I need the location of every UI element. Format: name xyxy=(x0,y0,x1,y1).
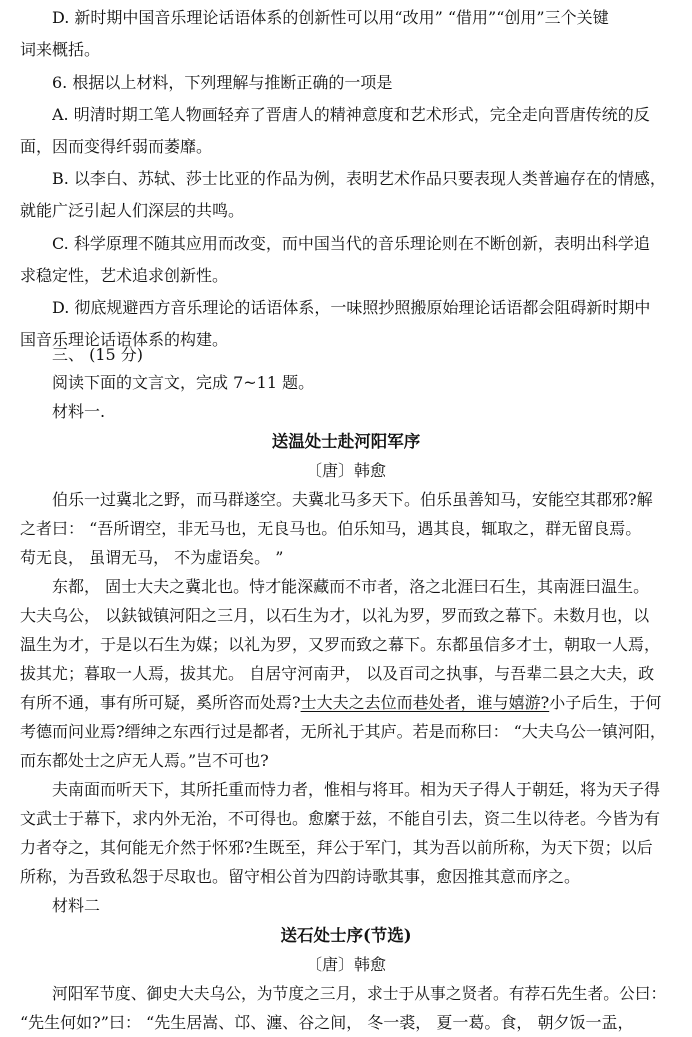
q5-option-d-line1: D. 新时期中国音乐理论话语体系的创新性可以用“改用” “借用”“创用”三个关键 xyxy=(52,8,609,27)
q6-option-d-line2: 国音乐理论话语体系的构建。 xyxy=(20,330,229,349)
text2-line1: 河阳军节度、御史大夫乌公，为节度之三月，求士于从事之贤者。有荐石先生者。公曰： xyxy=(52,984,667,1003)
text1-p2-line2: 大夫乌公， 以鈇钺镇河阳之三月，以石生为才，以礼为罗，罗而致之幕下。未数月也，以 xyxy=(20,606,650,625)
text1-p2-line5 xyxy=(20,693,672,713)
text2-title: 送石处士序(节选) xyxy=(280,926,412,945)
q5-option-d-line2: 词来概括。 xyxy=(20,40,101,59)
text1-p3-line1: 夫南面而听天下，其所托重而恃力者，惟相与将耳。相为天子得人于朝廷，将为天子得 xyxy=(52,780,661,799)
text1-p1-line3: 苟无良， 虽谓无马， 不为虚语矣。 ” xyxy=(20,548,284,567)
q6-option-c-line1: C. 科学原理不随其应用而改变，而中国当代的音乐理论则在不断创新，表明出科学追 xyxy=(52,234,650,253)
text1-p1-line1: 伯乐一过冀北之野，而马群遂空。夫冀北马多天下。伯乐虽善知马，安能空其郡邪?解 xyxy=(52,490,653,509)
material-two-label: 材料二 xyxy=(52,896,101,915)
section-heading: 三、 (15 分) xyxy=(52,345,144,364)
text1-p3-line4: 所称，为吾致私怨于尽取也。留守相公首为四韵诗歌其事，愈因推其意而序之。 xyxy=(20,867,581,886)
q6-option-b-line2: 就能广泛引起人们深层的共鸣。 xyxy=(20,201,245,220)
underlined-sentence: 士大夫之去位而巷处者，谁与嬉游? xyxy=(300,693,550,712)
q6-stem: 6. 根据以上材料，下列理解与推断正确的一项是 xyxy=(52,73,393,92)
q6-option-a-line1: A. 明清时期工笔人物画轻弃了晋唐人的精神意度和艺术形式，完全走向晋唐传统的反 xyxy=(52,105,650,124)
text1-p2-line6: 考德而问业焉?缙绅之东西行过是都者，无所礼于其庐。若是而称曰： “大夫乌公一镇河阳， xyxy=(20,722,666,741)
q6-option-b-line1: B. 以李白、苏轼、莎士比亚的作品为例，表明艺术作品只要表现人类普遍存在的情感， xyxy=(52,169,666,188)
text1-p2-line1: 东都， 固士大夫之冀北也。恃才能深藏而不市者，洛之北涯曰石生，其南涯曰温生。 xyxy=(52,577,650,596)
q6-option-a-line2: 面，因而变得纤弱而萎靡。 xyxy=(20,137,213,156)
text1-p2-line5-start: 有所不通，事有所可疑，奚所咨而处焉? xyxy=(20,693,301,712)
q6-option-d-line1: D. 彻底规避西方音乐理论的话语体系，一味照抄照搬原始理论话语都会阻碍新时期中 xyxy=(52,298,651,317)
text1-p2-line7: 而东都处士之庐无人焉。”岂不可也? xyxy=(20,751,269,770)
text1-p2-line3: 温生为才，于是以石生为媒；以礼为罗，又罗而致之幕下。东都虽信多才士，朝取一人焉， xyxy=(20,635,661,654)
section-instruction: 阅读下面的文言文，完成 7~11 题。 xyxy=(52,373,315,392)
material-one-label: 材料一. xyxy=(52,402,106,421)
text1-p3-line3: 力者夺之，其何能无介然于怀邪?生既至，拜公于军门，其为吾以前所称，为天下贺；以后 xyxy=(20,838,653,857)
text1-p3-line2: 文武士于幕下，求内外无治，不可得也。愈縻于兹，不能自引去，资二生以待老。今皆为有 xyxy=(20,809,661,828)
text1-author: 〔唐〕韩愈 xyxy=(305,461,386,480)
q6-option-c-line2: 求稳定性，艺术追求创新性。 xyxy=(20,266,229,285)
text2-author: 〔唐〕韩愈 xyxy=(305,955,386,974)
text1-p1-line2: 之者曰： “吾所谓空，非无马也，无良马也。伯乐知马，遇其良，辄取之，群无留良焉。 xyxy=(20,519,642,538)
text1-p2-line5-end: 小子后生，于何 xyxy=(549,693,662,712)
text1-title: 送温处士赴河阳军序 xyxy=(271,432,421,451)
text1-p2-line4: 拔其尤；暮取一人焉，拔其尤。 自居守河南尹， 以及百司之执事，与吾辈二县之大夫，政 xyxy=(20,664,655,683)
text2-line2: “先生何如?”曰： “先生居嵩、邙、瀍、谷之间， 冬一裘， 夏一葛。食， 朝夕饭一盂， xyxy=(20,1013,634,1032)
